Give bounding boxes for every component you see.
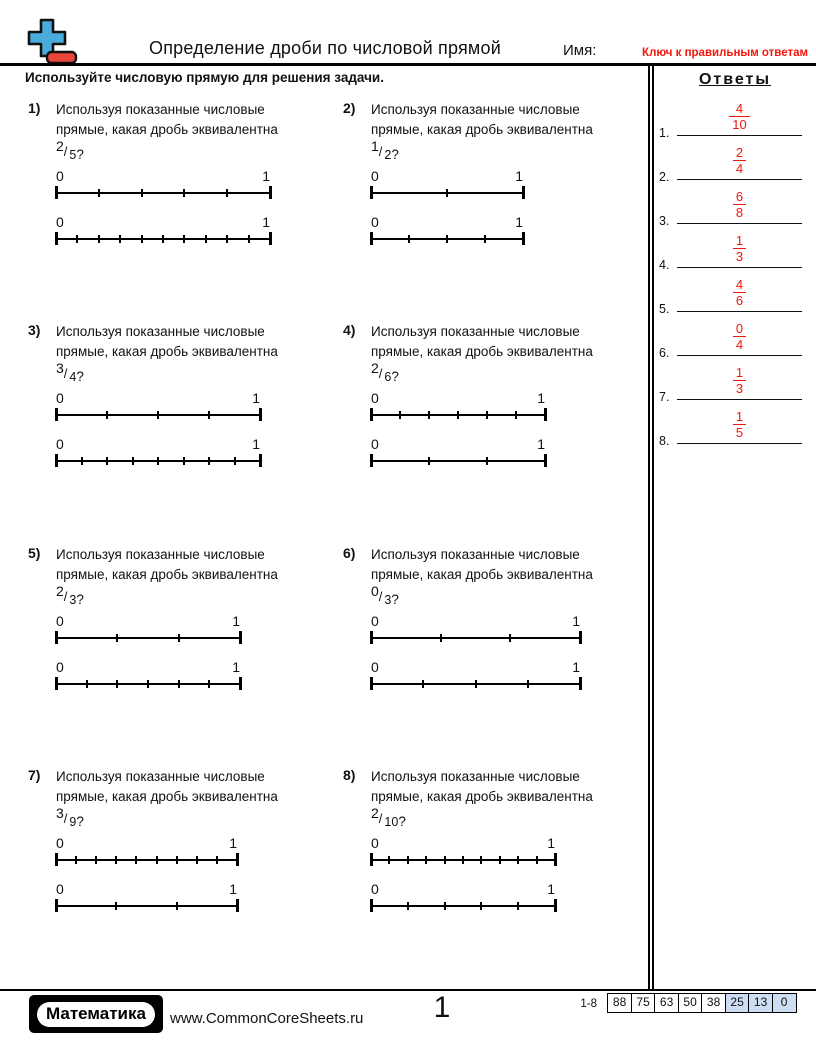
number-line-labels [371,214,523,231]
fraction-denominator: 6 [384,370,392,384]
answer-numerator: 1 [735,365,744,380]
one-label: 1 [262,168,270,184]
answer-blank-line [677,267,802,268]
fraction-slash: / [63,811,68,826]
problem-question-text: Используя показанные числовые прямые, какая дробь эквивалентна [56,102,278,137]
answer-blank-line [677,399,802,400]
answer-denominator: 3 [733,248,746,264]
answer-denominator: 4 [733,336,746,352]
problem [28,545,328,697]
answer-numerator: 0 [735,321,744,336]
answer-fraction [729,102,749,132]
number-line-ticks [56,899,237,912]
problem-number: 7) [28,767,41,783]
answer-row [656,407,814,451]
number-line-bottom [371,659,580,690]
question-mark: ? [76,147,84,162]
zero-label: 0 [371,214,379,230]
question-mark: ? [391,592,399,607]
fraction-denominator: 5 [69,148,77,162]
zero-label: 0 [56,214,64,230]
number-line-ticks [371,631,580,644]
one-label: 1 [547,835,555,851]
one-label: 1 [515,214,523,230]
problem-fraction [56,583,84,608]
number-line-labels [56,390,260,407]
fraction-slash: / [63,366,68,381]
answer-row [656,231,814,275]
answer-fraction [733,366,746,396]
answer-number: 7. [659,390,670,404]
zero-label: 0 [56,659,64,675]
score-range-label: 1-8 [580,998,597,1010]
answer-number: 1. [659,126,670,140]
fraction-slash: / [378,811,383,826]
fraction-numerator: 2 [56,583,64,599]
fraction-numerator: 0 [371,583,379,599]
answers-title: Ответы [698,71,772,88]
problem-question-text: Используя показанные числовые прямые, какая дробь эквивалентна [371,547,593,582]
problem-number: 8) [343,767,356,783]
number-line-ticks [56,853,237,866]
zero-label: 0 [371,613,379,629]
number-line-top [371,168,523,199]
worksheet-title: Определение дроби по числовой прямой [149,38,501,58]
problem [343,322,643,474]
answer-denominator: 10 [729,116,749,132]
number-line-ticks [56,232,270,245]
number-line-bottom [371,214,523,245]
answer-blank-line [677,223,802,224]
one-label: 1 [229,881,237,897]
number-line-labels [371,659,580,676]
number-line-bottom [56,436,260,467]
one-label: 1 [572,659,580,675]
answer-numerator: 4 [735,101,744,116]
problem [343,767,643,919]
answer-denominator: 3 [733,380,746,396]
answer-number: 3. [659,214,670,228]
number-line-top [56,168,270,199]
answer-denominator: 4 [733,160,746,176]
fraction-denominator: 9 [69,815,77,829]
answer-number: 8. [659,434,670,448]
number-line-labels [371,436,545,453]
zero-label: 0 [371,168,379,184]
answer-row [656,99,814,143]
site-url: www.CommonCoreSheets.ru [170,1010,364,1027]
zero-label: 0 [371,659,379,675]
number-line-labels [56,881,237,898]
question-mark: ? [391,369,399,384]
number-line-bottom [371,436,545,467]
number-line-ticks [56,408,260,421]
number-line-bottom [56,881,237,912]
zero-label: 0 [371,390,379,406]
answer-blank-line [677,135,802,136]
one-label: 1 [262,214,270,230]
fraction-numerator: 2 [371,360,379,376]
number-line-ticks [371,853,555,866]
answer-fraction [733,234,746,264]
fraction-slash: / [63,589,68,604]
problem-question-text: Используя показанные числовые прямые, какая дробь эквивалентна [56,547,278,582]
score-table [607,993,797,1013]
answer-blank-line [677,443,802,444]
name-label: Имя: [563,42,597,59]
answer-number: 2. [659,170,670,184]
number-line-ticks [371,454,545,467]
zero-label: 0 [56,168,64,184]
answer-denominator: 6 [733,292,746,308]
answer-blank-line [677,355,802,356]
number-line-labels [371,881,555,898]
number-line-labels [56,436,260,453]
answer-fraction [733,190,746,220]
number-line-ticks [56,454,260,467]
one-label: 1 [515,168,523,184]
problem-question-text: Используя показанные числовые прямые, какая дробь эквивалентна [371,324,593,359]
score-cell: 50 [678,993,703,1013]
number-line-labels [371,835,555,852]
number-line-labels [56,659,240,676]
fraction-numerator: 3 [56,805,64,821]
problem-fraction [371,805,406,830]
question-mark: ? [76,814,84,829]
score-cell: 13 [748,993,773,1013]
one-label: 1 [232,613,240,629]
number-line-top [371,613,580,644]
number-line-ticks [56,186,270,199]
fraction-slash: / [378,144,383,159]
number-line-labels [371,390,545,407]
fraction-denominator: 2 [384,148,392,162]
answer-row [656,187,814,231]
problem-question-text: Используя показанные числовые прямые, какая дробь эквивалентна [56,769,278,804]
score-cell: 38 [701,993,726,1013]
score-cell: 0 [772,993,797,1013]
problem-number: 6) [343,545,356,561]
number-line-top [371,835,555,866]
number-line-labels [56,214,270,231]
problem-fraction [56,805,84,830]
number-line-ticks [56,631,240,644]
number-line-labels [56,613,240,630]
fraction-numerator: 3 [56,360,64,376]
number-line-ticks [56,677,240,690]
zero-label: 0 [56,881,64,897]
zero-label: 0 [371,881,379,897]
problem [28,767,328,919]
problem-number: 4) [343,322,356,338]
answer-denominator: 8 [733,204,746,220]
header-divider [0,63,816,66]
number-line-labels [56,835,237,852]
one-label: 1 [252,436,260,452]
problem [343,545,643,697]
fraction-slash: / [378,366,383,381]
problem-question-text: Используя показанные числовые прямые, какая дробь эквивалентна [371,769,593,804]
score-cell: 25 [725,993,750,1013]
fraction-numerator: 2 [56,138,64,154]
zero-label: 0 [371,835,379,851]
answer-numerator: 6 [735,189,744,204]
answer-numerator: 2 [735,145,744,160]
zero-label: 0 [56,436,64,452]
question-mark: ? [398,814,406,829]
zero-label: 0 [56,835,64,851]
fraction-numerator: 1 [371,138,379,154]
answer-row [656,143,814,187]
one-label: 1 [547,881,555,897]
number-line-ticks [371,899,555,912]
number-line-top [56,835,237,866]
number-line-bottom [56,214,270,245]
score-cell: 75 [631,993,656,1013]
problem-number: 3) [28,322,41,338]
one-label: 1 [252,390,260,406]
fraction-denominator: 10 [384,815,399,829]
number-line-labels [371,613,580,630]
question-mark: ? [76,369,84,384]
number-line-bottom [371,881,555,912]
one-label: 1 [232,659,240,675]
zero-label: 0 [371,436,379,452]
problem-question-text: Используя показанные числовые прямые, какая дробь эквивалентна [371,102,593,137]
brand-label: Математика [37,1002,155,1027]
number-line-labels [371,168,523,185]
answer-fraction [733,322,746,352]
problem-fraction [56,138,84,163]
zero-label: 0 [56,613,64,629]
answer-row [656,275,814,319]
answers-list [656,99,814,451]
answers-separator [648,63,654,991]
problem-number: 5) [28,545,41,561]
answer-numerator: 4 [735,277,744,292]
number-line-ticks [371,232,523,245]
fraction-slash: / [378,589,383,604]
problem [28,100,328,252]
one-label: 1 [229,835,237,851]
number-line-ticks [371,408,545,421]
problem-number: 2) [343,100,356,116]
answer-row [656,319,814,363]
answer-denominator: 5 [733,424,746,440]
score-cell: 63 [654,993,679,1013]
answer-row [656,363,814,407]
problem [28,322,328,474]
answer-key-label: Ключ к правильным ответам [642,47,808,59]
problem-fraction [371,138,399,163]
problem [343,100,643,252]
fraction-denominator: 4 [69,370,77,384]
fraction-denominator: 3 [384,593,392,607]
number-line-top [56,613,240,644]
one-label: 1 [537,390,545,406]
number-line-ticks [371,677,580,690]
answer-number: 4. [659,258,670,272]
fraction-numerator: 2 [371,805,379,821]
one-label: 1 [572,613,580,629]
zero-label: 0 [56,390,64,406]
brand-badge [29,995,163,1033]
page-number: 1 [433,991,451,1024]
number-line-labels [56,168,270,185]
question-mark: ? [391,147,399,162]
answer-number: 6. [659,346,670,360]
answer-fraction [733,278,746,308]
number-line-ticks [371,186,523,199]
problem-fraction [371,583,399,608]
answer-number: 5. [659,302,670,316]
problem-fraction [56,360,84,385]
number-line-bottom [56,659,240,690]
answer-numerator: 1 [735,233,744,248]
answer-blank-line [677,179,802,180]
one-label: 1 [537,436,545,452]
problem-question-text: Используя показанные числовые прямые, какая дробь эквивалентна [56,324,278,359]
answer-fraction [733,410,746,440]
answer-numerator: 1 [735,409,744,424]
fraction-slash: / [63,144,68,159]
fraction-denominator: 3 [69,593,77,607]
answer-blank-line [677,311,802,312]
number-line-top [56,390,260,421]
question-mark: ? [76,592,84,607]
problem-fraction [371,360,399,385]
score-cell: 88 [607,993,632,1013]
problem-number: 1) [28,100,41,116]
number-line-top [371,390,545,421]
answer-fraction [733,146,746,176]
instruction-text: Используйте числовую прямую для решения задачи. [25,70,384,85]
